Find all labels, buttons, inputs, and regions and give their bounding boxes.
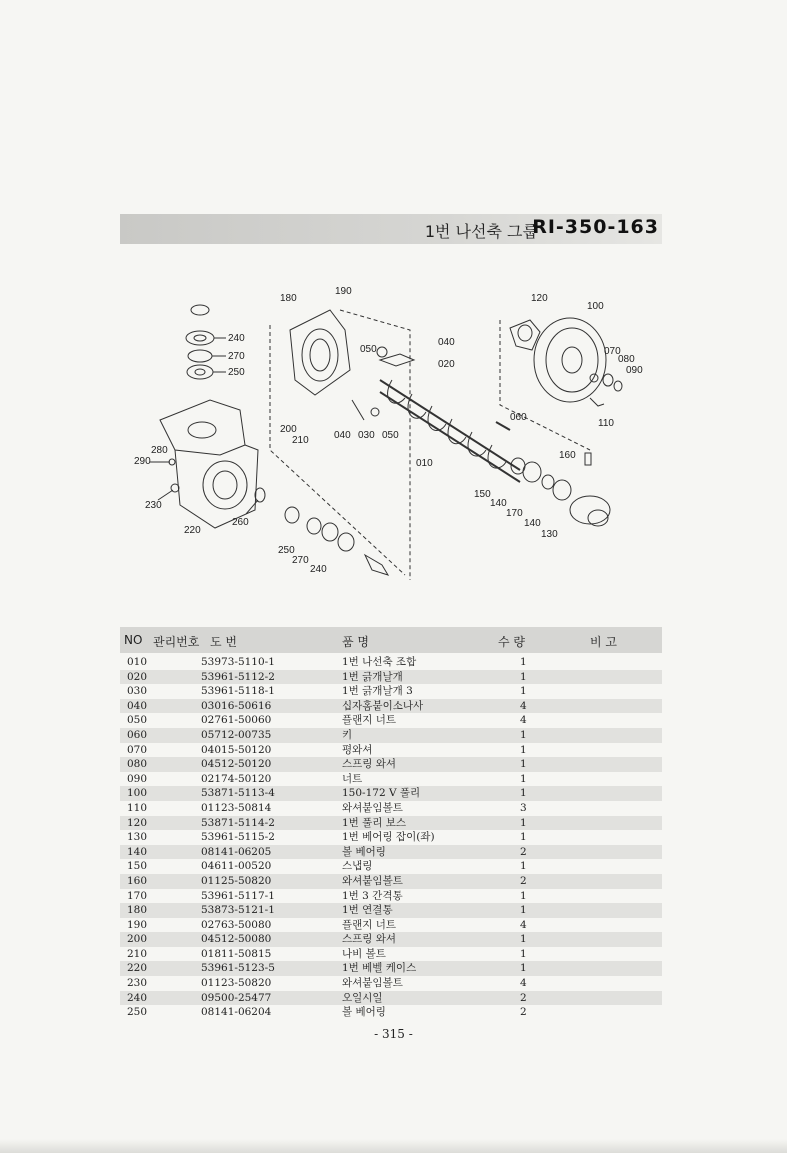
callout-290: 290 xyxy=(134,456,151,467)
callout-140-top: 140 xyxy=(490,498,507,509)
callout-040-top: 040 xyxy=(438,337,455,348)
table-row xyxy=(120,655,662,670)
row-no: 110 xyxy=(127,801,148,814)
row-qty: 4 xyxy=(520,918,527,931)
row-name: 키 xyxy=(342,728,353,741)
row-name: 1번 풀리 보스 xyxy=(342,816,407,829)
row-no: 130 xyxy=(127,831,148,844)
row-drawing: 02761-50060 xyxy=(201,714,272,727)
header-drawing-no: 도 번 xyxy=(210,635,237,649)
callout-020: 020 xyxy=(438,359,455,370)
table-row xyxy=(120,859,662,874)
callout-140-bottom: 140 xyxy=(524,518,541,529)
row-name: 플랜지 너트 xyxy=(342,918,397,931)
row-name: 1번 긁개날개 xyxy=(342,670,403,683)
callout-280: 280 xyxy=(151,445,168,456)
row-no: 090 xyxy=(127,772,148,785)
table-row xyxy=(120,961,662,976)
row-qty: 1 xyxy=(520,962,527,975)
row-no: 240 xyxy=(127,991,148,1004)
row-qty: 1 xyxy=(520,933,527,946)
parts-table-header xyxy=(120,627,662,653)
row-drawing: 01123-50820 xyxy=(201,977,272,990)
row-name: 와셔붙임볼트 xyxy=(342,874,403,887)
table-row xyxy=(120,947,662,962)
part-bearing xyxy=(187,365,213,379)
row-no: 070 xyxy=(127,743,148,756)
parts-drawing xyxy=(120,270,662,600)
callout-090: 090 xyxy=(626,365,643,376)
row-no: 170 xyxy=(127,889,148,902)
row-no: 120 xyxy=(127,816,148,829)
header-remarks: 비 고 xyxy=(590,635,617,649)
row-no: 230 xyxy=(127,977,148,990)
row-name: 와셔붙임볼트 xyxy=(342,801,403,814)
callout-080: 080 xyxy=(618,354,635,365)
callout-230: 230 xyxy=(145,500,162,511)
row-qty: 4 xyxy=(520,699,527,712)
group-title-text: 1번 나선축 그룹 xyxy=(424,222,538,241)
table-row xyxy=(120,786,662,801)
row-no: 020 xyxy=(127,670,148,683)
row-name: 1번 베어링 잡이(좌) xyxy=(342,831,435,844)
exploded-parts-diagram xyxy=(120,270,662,600)
row-drawing: 01125-50820 xyxy=(201,874,272,887)
callout-050-top: 050 xyxy=(360,344,377,355)
table-row xyxy=(120,728,662,743)
row-drawing: 02763-50080 xyxy=(201,918,272,931)
group-code: RI-350-163 xyxy=(532,216,659,238)
row-drawing: 04015-50120 xyxy=(201,743,272,756)
callout-150: 150 xyxy=(474,489,491,500)
table-row xyxy=(120,932,662,947)
callout-200: 200 xyxy=(280,424,297,435)
row-drawing: 53871-5113-4 xyxy=(201,787,275,800)
parts-table-body xyxy=(120,655,662,1020)
row-no: 210 xyxy=(127,947,148,960)
page-number: - 315 - xyxy=(374,1027,413,1041)
row-no: 220 xyxy=(127,962,148,975)
row-no: 030 xyxy=(127,685,148,698)
table-row xyxy=(120,874,662,889)
row-qty: 2 xyxy=(520,874,527,887)
callout-250: 250 xyxy=(228,367,245,378)
part-snap-ring xyxy=(188,350,212,362)
row-drawing: 02174-50120 xyxy=(201,772,272,785)
row-drawing: 01811-50815 xyxy=(201,947,272,960)
table-row xyxy=(120,757,662,772)
row-name: 오일시일 xyxy=(342,991,383,1004)
callout-160: 160 xyxy=(559,450,576,461)
callout-170: 170 xyxy=(506,508,523,519)
row-name: 1번 연결통 xyxy=(342,904,393,917)
table-row xyxy=(120,684,662,699)
callout-100: 100 xyxy=(587,301,604,312)
part-oil-seal xyxy=(186,331,214,345)
row-name: 1번 3 간격통 xyxy=(342,889,403,902)
row-drawing: 05712-00735 xyxy=(201,728,272,741)
table-row xyxy=(120,976,662,991)
part-v-pulley xyxy=(534,318,606,402)
row-qty: 2 xyxy=(520,991,527,1004)
row-name: 150-172 V 풀리 xyxy=(342,787,421,800)
callout-250-bottom: 250 xyxy=(278,545,295,556)
row-drawing: 04611-00520 xyxy=(201,860,272,873)
callout-010: 010 xyxy=(416,458,433,469)
row-qty: 1 xyxy=(520,889,527,902)
row-no: 010 xyxy=(127,656,148,668)
callout-240: 240 xyxy=(228,333,245,344)
table-row xyxy=(120,918,662,933)
row-no: 040 xyxy=(127,699,148,712)
row-drawing: 03016-50616 xyxy=(201,699,272,712)
row-qty: 1 xyxy=(520,816,527,829)
row-qty: 4 xyxy=(520,977,527,990)
part-bearing-holder xyxy=(570,496,610,524)
row-no: 200 xyxy=(127,933,148,946)
row-name: 볼 베어링 xyxy=(342,845,386,858)
row-drawing: 08141-06204 xyxy=(201,1006,272,1019)
callout-060: 060 xyxy=(510,412,527,423)
header-no: NO xyxy=(124,633,143,647)
row-name: 볼 베어링 xyxy=(342,1006,386,1019)
table-row xyxy=(120,991,662,1006)
row-qty: 1 xyxy=(520,787,527,800)
row-no: 080 xyxy=(127,758,148,771)
table-row xyxy=(120,845,662,860)
table-row xyxy=(120,772,662,787)
callout-070: 070 xyxy=(604,346,621,357)
row-qty: 1 xyxy=(520,758,527,771)
callout-210: 210 xyxy=(292,435,309,446)
row-drawing: 53961-5115-2 xyxy=(201,831,275,844)
row-no: 190 xyxy=(127,918,148,931)
row-no: 150 xyxy=(127,860,148,873)
row-name: 플랜지 너트 xyxy=(342,714,397,727)
page-bottom-shade xyxy=(0,1139,787,1153)
row-qty: 3 xyxy=(520,801,527,814)
callout-050-bottom: 050 xyxy=(382,430,399,441)
table-row xyxy=(120,743,662,758)
header-qty: 수 량 xyxy=(498,635,525,649)
callout-220: 220 xyxy=(184,525,201,536)
row-drawing: 53973-5110-1 xyxy=(201,656,275,668)
row-no: 180 xyxy=(127,904,148,917)
row-qty: 2 xyxy=(520,1006,527,1019)
row-qty: 1 xyxy=(520,904,527,917)
table-row xyxy=(120,830,662,845)
table-row xyxy=(120,801,662,816)
row-no: 050 xyxy=(127,714,148,727)
row-drawing: 09500-25477 xyxy=(201,991,272,1004)
row-name: 와셔붙임볼트 xyxy=(342,977,403,990)
row-qty: 1 xyxy=(520,947,527,960)
callout-130: 130 xyxy=(541,529,558,540)
part-connecting-tube xyxy=(290,310,350,395)
row-name: 스냅링 xyxy=(342,860,373,873)
table-row xyxy=(120,889,662,904)
row-name: 1번 베벨 케이스 xyxy=(342,962,417,975)
header-part-name: 품 명 xyxy=(342,635,369,649)
row-drawing: 04512-50080 xyxy=(201,933,272,946)
part-bolt-top xyxy=(191,305,209,315)
row-no: 100 xyxy=(127,787,148,800)
row-name: 1번 긁개날개 3 xyxy=(342,685,413,698)
row-qty: 1 xyxy=(520,656,527,668)
callout-190: 190 xyxy=(335,286,352,297)
row-qty: 1 xyxy=(520,670,527,683)
table-row xyxy=(120,699,662,714)
row-name: 스프링 와셔 xyxy=(342,758,397,771)
row-qty: 2 xyxy=(520,845,527,858)
row-qty: 1 xyxy=(520,831,527,844)
row-drawing: 53961-5123-5 xyxy=(201,962,275,975)
row-name: 스프링 와셔 xyxy=(342,933,397,946)
table-row xyxy=(120,903,662,918)
row-name: 평와셔 xyxy=(342,743,373,756)
callout-270: 270 xyxy=(228,351,245,362)
row-no: 160 xyxy=(127,874,148,887)
table-row xyxy=(120,713,662,728)
row-no: 140 xyxy=(127,845,148,858)
callout-040-bottom: 040 xyxy=(334,430,351,441)
table-row xyxy=(120,816,662,831)
callout-120: 120 xyxy=(531,293,548,304)
callout-270-bottom: 270 xyxy=(292,555,309,566)
part-bevel-case-top xyxy=(160,400,245,455)
row-drawing: 08141-06205 xyxy=(201,845,272,858)
row-name: 나비 볼트 xyxy=(342,947,386,960)
callout-030: 030 xyxy=(358,430,375,441)
row-drawing: 53961-5112-2 xyxy=(201,670,275,683)
table-row xyxy=(120,670,662,685)
row-no: 060 xyxy=(127,728,148,741)
header-mgmt-no: 관리번호 xyxy=(153,635,200,649)
row-no: 250 xyxy=(127,1006,148,1019)
row-drawing: 53873-5121-1 xyxy=(201,904,275,917)
diagram-callouts xyxy=(134,286,643,575)
callout-240-bottom: 240 xyxy=(310,564,327,575)
row-qty: 1 xyxy=(520,743,527,756)
callout-180: 180 xyxy=(280,293,297,304)
row-name: 너트 xyxy=(342,772,363,785)
row-qty: 1 xyxy=(520,728,527,741)
row-drawing: 53961-5118-1 xyxy=(201,685,275,698)
row-qty: 4 xyxy=(520,714,527,727)
row-name: 십자홈붙이소나사 xyxy=(342,699,424,712)
row-drawing: 01123-50814 xyxy=(201,801,272,814)
row-qty: 1 xyxy=(520,685,527,698)
row-drawing: 53871-5114-2 xyxy=(201,816,275,829)
row-qty: 1 xyxy=(520,860,527,873)
callout-260: 260 xyxy=(232,517,249,528)
table-row xyxy=(120,1005,662,1020)
callout-110: 110 xyxy=(598,418,614,429)
row-name: 1번 나선축 조합 xyxy=(342,656,417,668)
row-drawing: 53961-5117-1 xyxy=(201,889,275,902)
row-drawing: 04512-50120 xyxy=(201,758,272,771)
row-qty: 1 xyxy=(520,772,527,785)
